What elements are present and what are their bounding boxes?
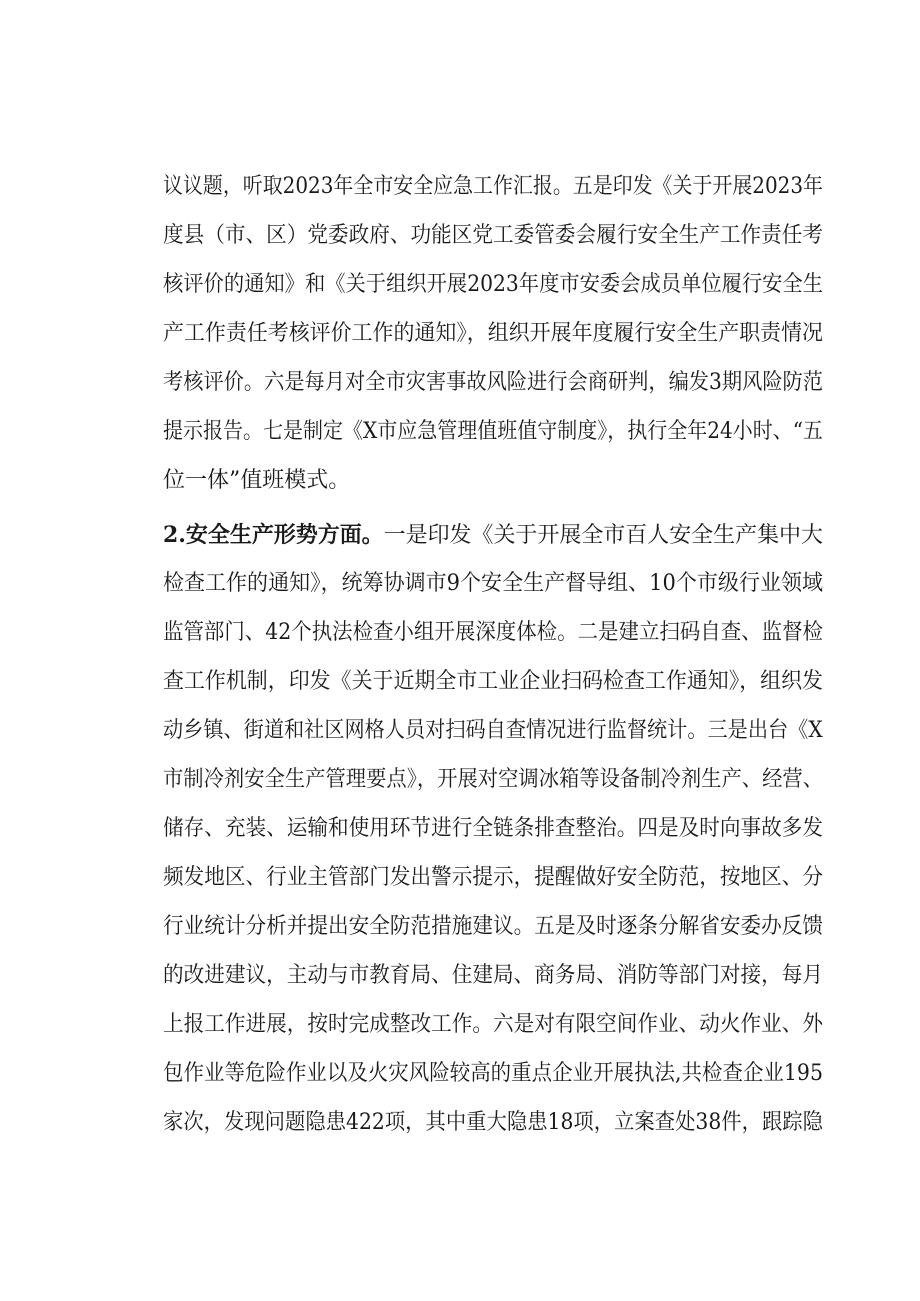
text-line: 提示报告。七是制定《X市应急管理值班值守制度》，执行全年24小时、“五: [163, 419, 823, 444]
text-line: 位一体”值班模式。: [163, 468, 351, 493]
text-span: 一是印发《关于开展全市百人安全生产集中大: [383, 523, 823, 548]
section-heading: 2.安全生产形势方面。: [163, 522, 384, 548]
text-line: 市制冷剂安全生产管理要点》，开展对空调冰箱等设备制冷剂生产、经营、: [163, 767, 824, 792]
text-line: 频发地区、行业主管部门发出警示提示，提醒做好安全防范，按地区、分: [163, 865, 824, 890]
text-line: 家次，发现问题隐患422项，其中重大隐患18项，立案查处38件，跟踪隐: [163, 1110, 823, 1135]
text-line: 行业统计分析并提出安全防范措施建议。五是及时逐条分解省安委办反馈: [163, 914, 824, 939]
text-line: 议议题，听取2023年全市安全应急工作汇报。五是印发《关于开展2023年: [163, 174, 823, 199]
text-line: 产工作责任考核评价工作的通知》，组织开展年度履行安全生产职责情况: [163, 321, 824, 346]
paragraph-first-line: [163, 521, 823, 550]
text-line: 的改进建议，主动与市教育局、住建局、商务局、消防等部门对接，每月: [163, 963, 824, 988]
text-line: 包作业等危险作业以及火灾风险较高的重点企业开展执法,共检查企业195: [163, 1061, 823, 1086]
text-line: 监管部门、42个执法检查小组开展深度体检。二是建立扫码自查、监督检: [163, 620, 823, 645]
text-line: 查工作机制，印发《关于近期全市工业企业扫码检查工作通知》，组织发: [163, 669, 824, 694]
text-line: 检查工作的通知》，统筹协调市9个安全生产督导组、10个市级行业领域: [163, 571, 823, 596]
text-line: 核评价的通知》和《关于组织开展2023年度市安委会成员单位履行安全生: [163, 272, 823, 297]
text-line: 上报工作进展，按时完成整改工作。六是对有限空间作业、动火作业、外: [163, 1012, 824, 1037]
text-line: 度县（市、区）党委政府、功能区党工委管委会履行安全生产工作责任考: [163, 223, 824, 248]
text-line: 储存、充装、运输和使用环节进行全链条排查整治。四是及时向事故多发: [163, 816, 824, 841]
text-line: 动乡镇、街道和社区网格人员对扫码自查情况进行监督统计。三是出台《X: [163, 718, 823, 743]
text-line: 考核评价。六是每月对全市灾害事故风险进行会商研判，编发3期风险防范: [163, 370, 823, 395]
